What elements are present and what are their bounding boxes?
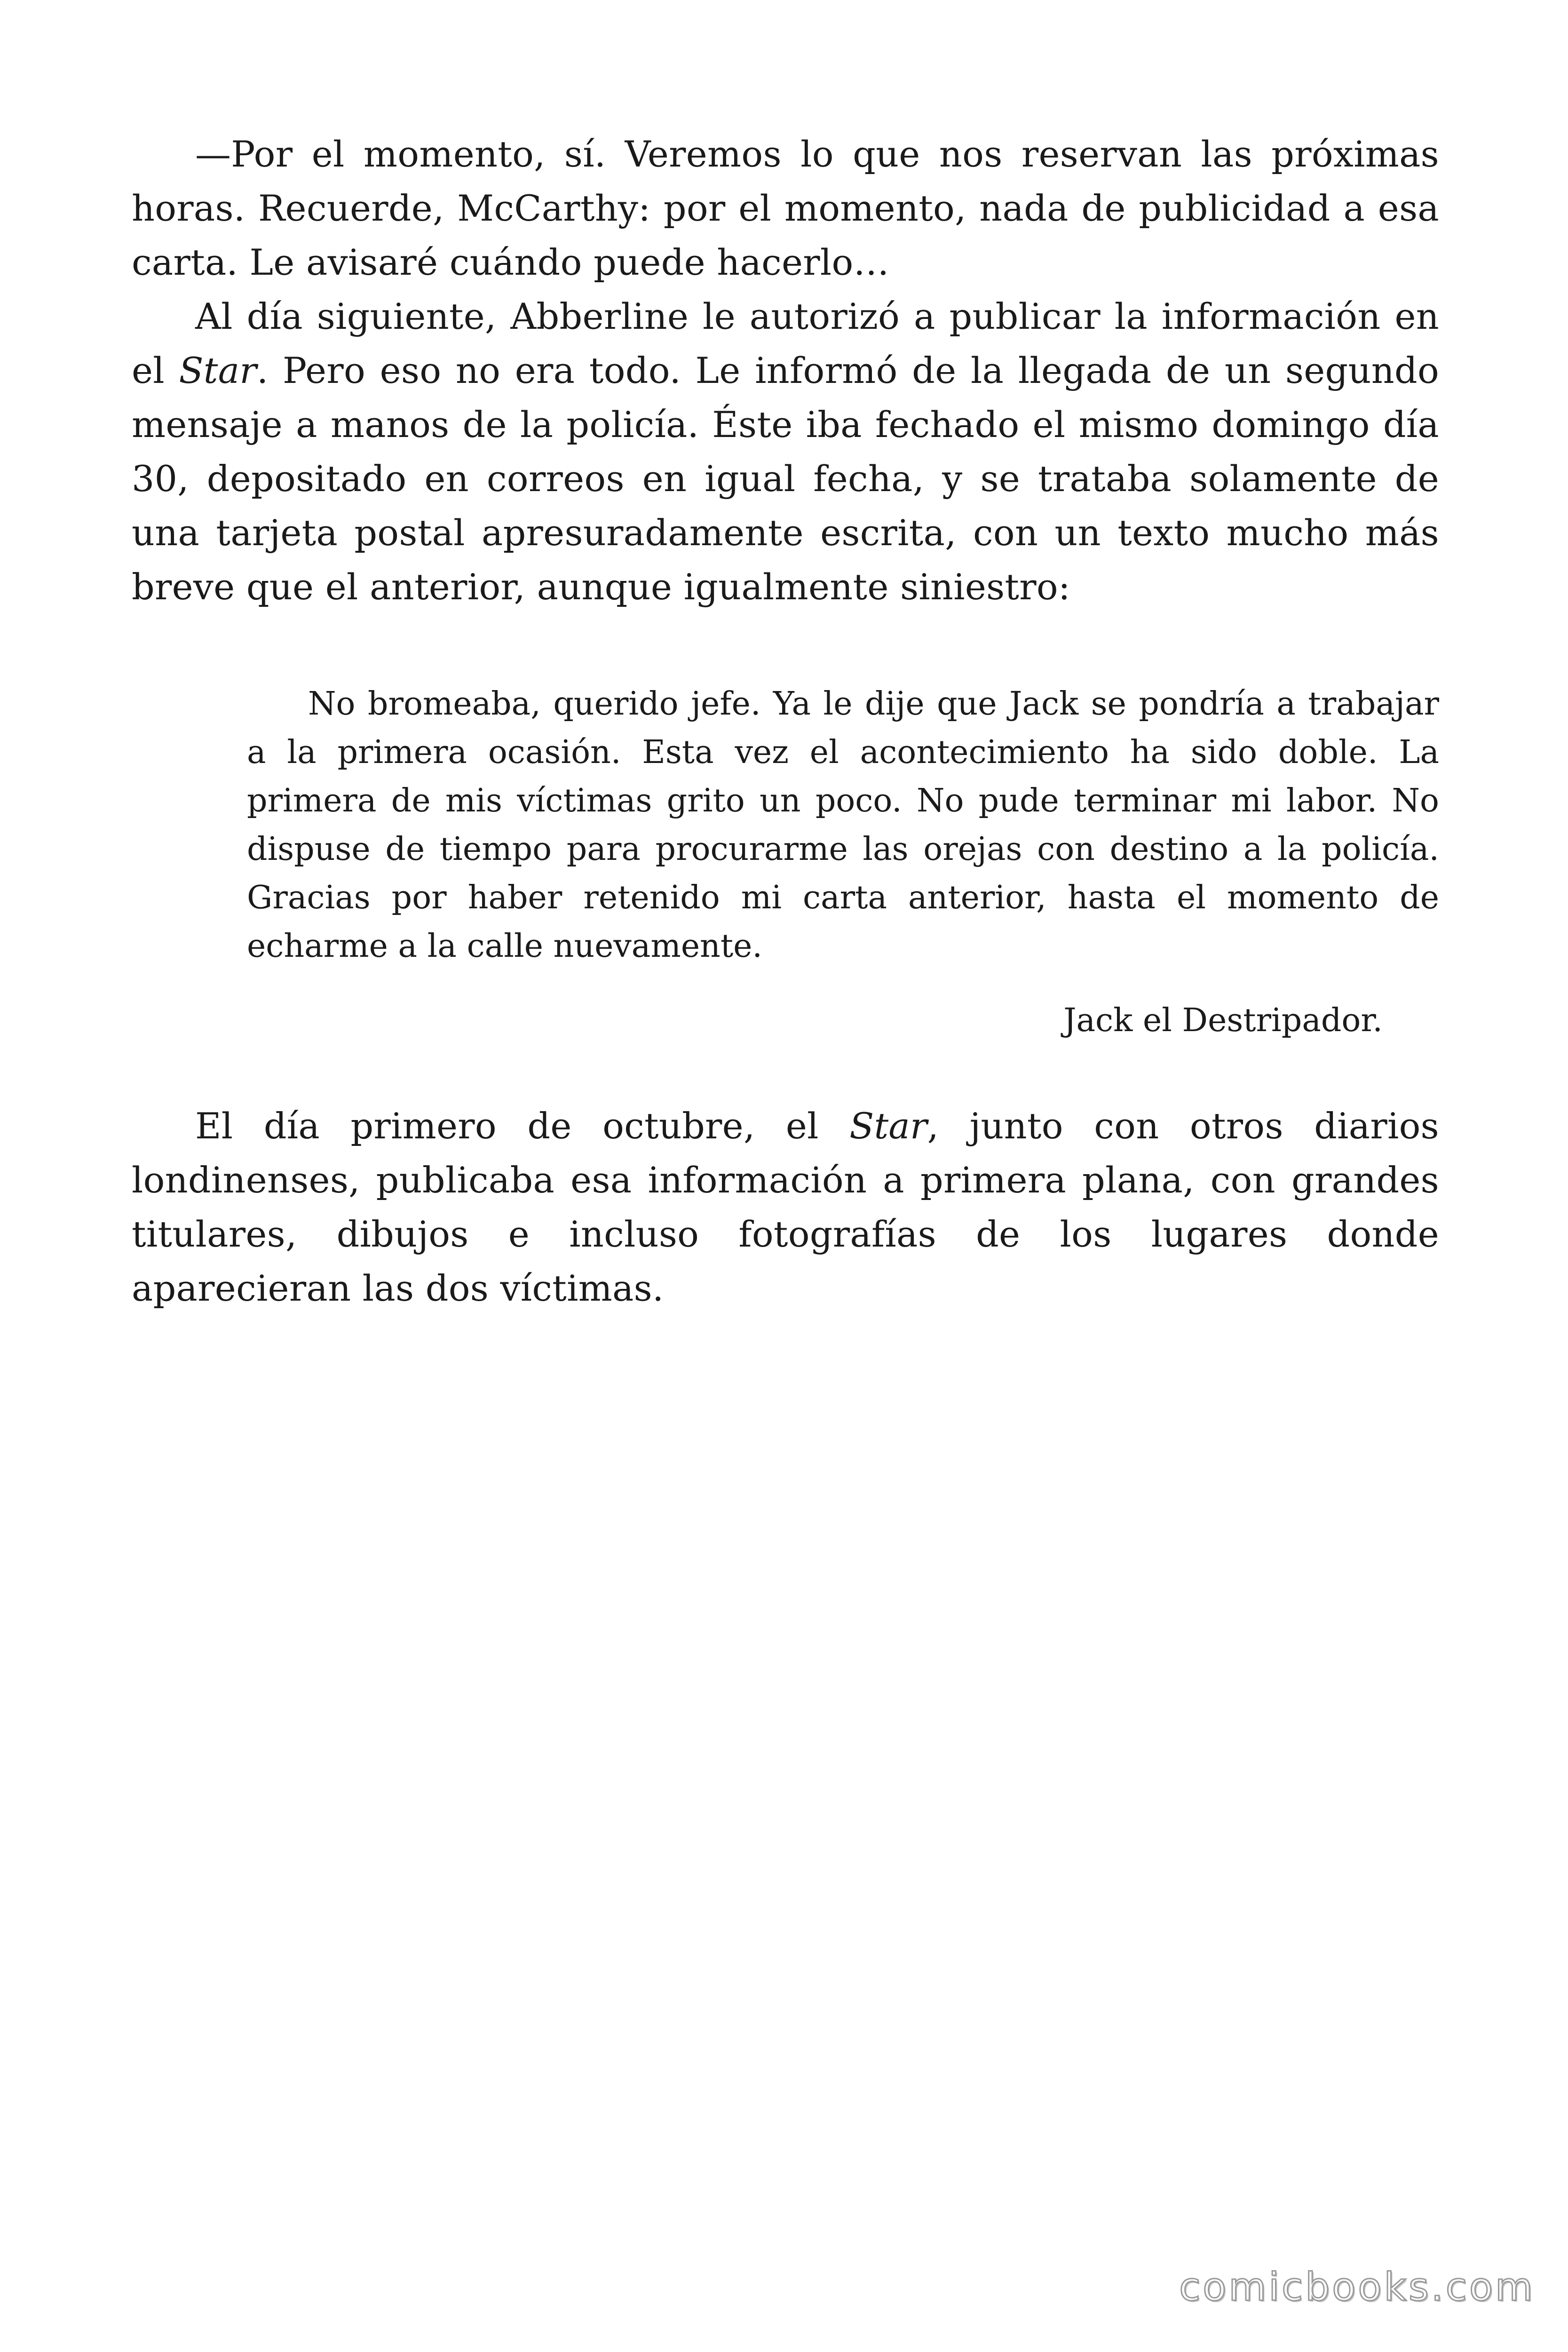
paragraph-october <box>132 1099 1439 1315</box>
newspaper-name-star: Star <box>179 350 257 391</box>
newspaper-name-star: Star <box>849 1105 927 1147</box>
quoted-letter-signature: Jack el Destripador. <box>1063 1002 1383 1039</box>
watermark: comicbooks.com <box>1179 2265 1535 2310</box>
paragraph-dialogue: —Por el momento, sí. Veremos lo que nos reservan las próximas horas. Recuerde, McCarthy: por el momento, nada de publicidad a esa carta. Le avisaré cuándo puede hacerlo… <box>132 133 1439 283</box>
paragraph-october-text-2: , junto con otros diarios londinenses, publicaba esa información a primera plana, con grandes titulares, dibujos e incluso fotografías de los lugares donde aparecieran las dos víctimas. <box>132 1105 1439 1309</box>
paragraph-abberline-text-2: . Pero eso no era todo. Le informó de la llegada de un segundo mensaje a manos de la policía. Éste iba fechado el mismo domingo día 30, depositado en correos en igual fecha, y se trataba solamente de una tarjeta postal apresuradamente escrita, con un texto mucho más breve que el anterior, aunque igualmente siniestro: <box>132 350 1440 608</box>
paragraph-october-text-1: El día primero de octubre, el <box>195 1105 850 1147</box>
paragraph-abberline-text-1: Al día siguiente, Abberline le autorizó a publicar la información en el <box>132 295 1439 391</box>
quoted-letter <box>247 680 1439 1045</box>
paragraph-abberline <box>132 289 1439 614</box>
quoted-letter-text: No bromeaba, querido jefe. Ya le dije que Jack se pondría a trabajar a la primera ocasión. Esta vez el acontecimiento ha sido doble. La primera de mis víctimas grito un poco. No pude terminar mi labor. No dispuse de tiempo para procurarme las orejas con destino a la policía. Gracias por haber retenido mi carta anterior, hasta el momento de echarme a la calle nuevamente. <box>247 685 1439 965</box>
book-page <box>132 127 1439 1315</box>
